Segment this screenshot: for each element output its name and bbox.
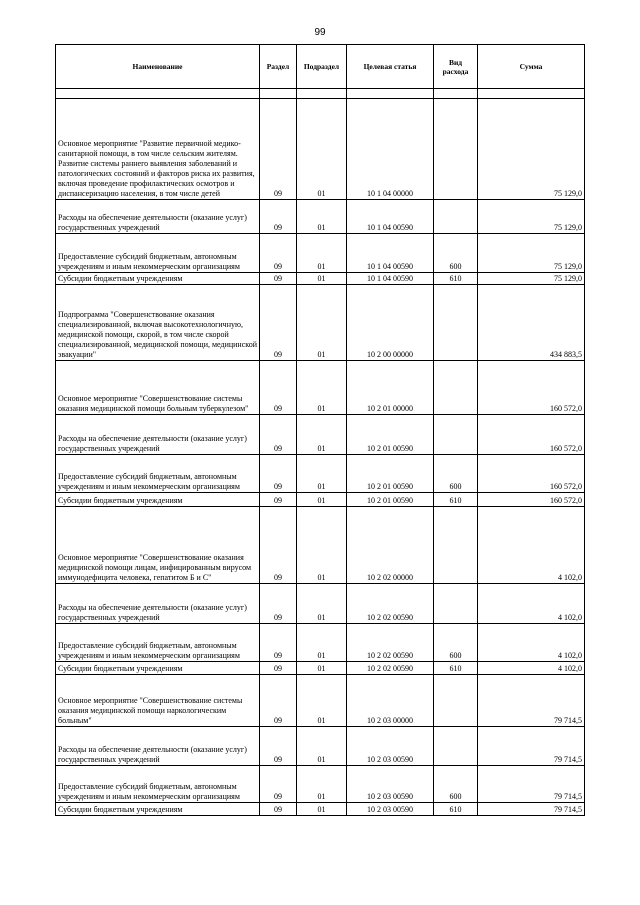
header-section: Раздел <box>260 45 297 89</box>
table-row <box>56 415 585 455</box>
cell-name: Расходы на обеспечение деятельности (оказание услуг) государственных учреждений <box>56 584 260 624</box>
cell-subsection: 01 <box>297 273 347 285</box>
cell-target: 10 2 02 00590 <box>347 624 434 662</box>
cell-name: Предоставление субсидий бюджетным, автономным учреждениям и иным некоммерческим организациям <box>56 455 260 493</box>
table-row <box>56 803 585 816</box>
cell-sum: 160 572,0 <box>478 455 585 493</box>
cell-sum: 160 572,0 <box>478 415 585 455</box>
cell-subsection: 01 <box>297 803 347 816</box>
cell-sum: 79 714,5 <box>478 803 585 816</box>
cell-exp-type: 610 <box>434 273 478 285</box>
cell-section: 09 <box>260 361 297 415</box>
header-target: Целевая статья <box>347 45 434 89</box>
cell-exp-type: 610 <box>434 803 478 816</box>
cell-sum: 4 102,0 <box>478 624 585 662</box>
cell-target: 10 1 04 00000 <box>347 99 434 200</box>
cell-subsection: 01 <box>297 200 347 234</box>
cell-exp-type: 600 <box>434 766 478 803</box>
table-row <box>56 200 585 234</box>
cell-target: 10 2 01 00590 <box>347 455 434 493</box>
cell-sum: 79 714,5 <box>478 727 585 766</box>
cell-name: Подпрограмма "Совершенствование оказания специализированной, включая высокотехнологичную, медицинской помощи, скорой, в том числе скорой специализированной, медицинской помощи, медицинской эвакуации" <box>56 285 260 361</box>
table-row <box>56 507 585 584</box>
budget-table <box>55 44 585 816</box>
cell-section: 09 <box>260 493 297 507</box>
cell-sum: 75 129,0 <box>478 200 585 234</box>
cell-name: Субсидии бюджетным учреждениям <box>56 662 260 675</box>
cell-subsection: 01 <box>297 99 347 200</box>
header-exp-type: Вид расхода <box>434 45 478 89</box>
cell-exp-type: 600 <box>434 234 478 273</box>
cell-subsection: 01 <box>297 584 347 624</box>
cell-target: 10 2 03 00590 <box>347 803 434 816</box>
table-row <box>56 455 585 493</box>
header-gap <box>56 89 260 99</box>
cell-target: 10 1 04 00590 <box>347 234 434 273</box>
cell-subsection: 01 <box>297 234 347 273</box>
cell-name: Основное мероприятие "Совершенствование системы оказания медицинской помощи больным туберкулезом" <box>56 361 260 415</box>
cell-section: 09 <box>260 200 297 234</box>
cell-subsection: 01 <box>297 507 347 584</box>
table-row <box>56 493 585 507</box>
cell-exp-type <box>434 200 478 234</box>
cell-section: 09 <box>260 507 297 584</box>
cell-name: Расходы на обеспечение деятельности (оказание услуг) государственных учреждений <box>56 727 260 766</box>
header-gap <box>260 89 297 99</box>
header-subsection: Подраздел <box>297 45 347 89</box>
cell-sum: 79 714,5 <box>478 766 585 803</box>
cell-sum: 75 129,0 <box>478 273 585 285</box>
cell-target: 10 2 01 00000 <box>347 361 434 415</box>
table-row <box>56 273 585 285</box>
cell-sum: 79 714,5 <box>478 675 585 727</box>
table-row <box>56 727 585 766</box>
cell-section: 09 <box>260 662 297 675</box>
cell-section: 09 <box>260 727 297 766</box>
header-gap <box>478 89 585 99</box>
cell-section: 09 <box>260 624 297 662</box>
cell-subsection: 01 <box>297 624 347 662</box>
cell-target: 10 2 02 00000 <box>347 507 434 584</box>
cell-section: 09 <box>260 455 297 493</box>
header-gap <box>297 89 347 99</box>
cell-subsection: 01 <box>297 766 347 803</box>
cell-exp-type: 610 <box>434 662 478 675</box>
cell-target: 10 2 03 00590 <box>347 727 434 766</box>
cell-section: 09 <box>260 415 297 455</box>
cell-subsection: 01 <box>297 285 347 361</box>
table-row <box>56 662 585 675</box>
cell-name: Субсидии бюджетным учреждениям <box>56 803 260 816</box>
cell-subsection: 01 <box>297 361 347 415</box>
cell-name: Субсидии бюджетным учреждениям <box>56 493 260 507</box>
table-row <box>56 766 585 803</box>
header-sum: Сумма <box>478 45 585 89</box>
header-gap <box>434 89 478 99</box>
cell-exp-type <box>434 507 478 584</box>
cell-name: Основное мероприятие "Совершенствование оказания медицинской помощи лицам, инфицированным вирусом иммунодефицита человека, гепатитом Б и С" <box>56 507 260 584</box>
header-name: Наименование <box>56 45 260 89</box>
cell-name: Предоставление субсидий бюджетным, автономным учреждениям и иным некоммерческим организациям <box>56 766 260 803</box>
cell-subsection: 01 <box>297 675 347 727</box>
cell-section: 09 <box>260 285 297 361</box>
table-row <box>56 624 585 662</box>
cell-sum: 160 572,0 <box>478 361 585 415</box>
cell-sum: 4 102,0 <box>478 507 585 584</box>
cell-sum: 434 883,5 <box>478 285 585 361</box>
cell-section: 09 <box>260 766 297 803</box>
cell-target: 10 2 03 00000 <box>347 675 434 727</box>
page-number: 99 <box>314 27 326 38</box>
cell-section: 09 <box>260 99 297 200</box>
cell-exp-type <box>434 584 478 624</box>
table-row <box>56 361 585 415</box>
cell-sum: 4 102,0 <box>478 662 585 675</box>
cell-target: 10 2 00 00000 <box>347 285 434 361</box>
cell-name: Субсидии бюджетным учреждениям <box>56 273 260 285</box>
cell-name: Основное мероприятие "Развитие первичной медико-санитарной помощи, в том числе сельским жителям. Развитие системы раннего выявления заболеваний и патологических состояний и факторов риска их развития, включая проведение профилактических осмотров и диспансеризацию населения, в том числе детей <box>56 99 260 200</box>
cell-sum: 4 102,0 <box>478 584 585 624</box>
table-row <box>56 99 585 200</box>
table-row <box>56 584 585 624</box>
cell-subsection: 01 <box>297 662 347 675</box>
cell-target: 10 2 01 00590 <box>347 415 434 455</box>
cell-name: Предоставление субсидий бюджетным, автономным учреждениям и иным некоммерческим организациям <box>56 234 260 273</box>
cell-name: Расходы на обеспечение деятельности (оказание услуг) государственных учреждений <box>56 415 260 455</box>
cell-target: 10 2 02 00590 <box>347 662 434 675</box>
table-row <box>56 285 585 361</box>
header-gap <box>347 89 434 99</box>
cell-exp-type <box>434 727 478 766</box>
cell-section: 09 <box>260 803 297 816</box>
cell-exp-type: 600 <box>434 455 478 493</box>
cell-exp-type: 600 <box>434 624 478 662</box>
cell-subsection: 01 <box>297 415 347 455</box>
cell-target: 10 2 02 00590 <box>347 584 434 624</box>
cell-section: 09 <box>260 675 297 727</box>
cell-section: 09 <box>260 273 297 285</box>
cell-sum: 75 129,0 <box>478 99 585 200</box>
cell-exp-type <box>434 675 478 727</box>
cell-name: Основное мероприятие "Совершенствование системы оказания медицинской помощи наркологическим больным" <box>56 675 260 727</box>
cell-section: 09 <box>260 234 297 273</box>
cell-subsection: 01 <box>297 455 347 493</box>
cell-target: 10 2 03 00590 <box>347 766 434 803</box>
cell-subsection: 01 <box>297 493 347 507</box>
cell-subsection: 01 <box>297 727 347 766</box>
table-row <box>56 675 585 727</box>
table-row <box>56 234 585 273</box>
cell-exp-type <box>434 285 478 361</box>
cell-exp-type <box>434 415 478 455</box>
cell-name: Расходы на обеспечение деятельности (оказание услуг) государственных учреждений <box>56 200 260 234</box>
cell-section: 09 <box>260 584 297 624</box>
cell-exp-type <box>434 361 478 415</box>
cell-sum: 75 129,0 <box>478 234 585 273</box>
cell-target: 10 2 01 00590 <box>347 493 434 507</box>
cell-exp-type: 610 <box>434 493 478 507</box>
cell-exp-type <box>434 99 478 200</box>
cell-target: 10 1 04 00590 <box>347 200 434 234</box>
cell-target: 10 1 04 00590 <box>347 273 434 285</box>
cell-sum: 160 572,0 <box>478 493 585 507</box>
cell-name: Предоставление субсидий бюджетным, автономным учреждениям и иным некоммерческим организациям <box>56 624 260 662</box>
